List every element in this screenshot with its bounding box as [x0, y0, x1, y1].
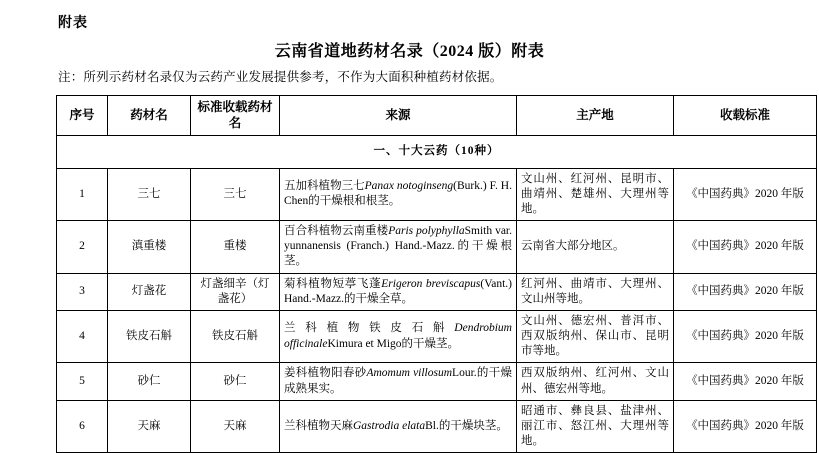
cell-index: 1: [57, 168, 108, 221]
table-row: [57, 168, 817, 221]
source-suffix: (Burk.) F. H. Chen的干燥根和根茎。: [284, 180, 512, 207]
column-header-source: 来源: [280, 95, 517, 135]
cell-index: 5: [57, 363, 108, 400]
source-prefix: 兰科植物铁皮石斛: [284, 322, 454, 334]
table-row: [57, 273, 817, 310]
cell-standard-name: 天麻: [191, 400, 280, 453]
cell-origin: 文山州、德宏州、普洱市、西双版纳州、保山市、昆明市等地。: [517, 310, 674, 363]
table-section-row: [57, 135, 817, 168]
cell-standard-name: 铁皮石斛: [191, 310, 280, 363]
cell-standard-name: 灯盏细辛（灯盏花）: [191, 273, 280, 310]
cell-index: 6: [57, 400, 108, 453]
cell-herb-name: 滇重楼: [108, 221, 191, 274]
cell-standard-name: 重楼: [191, 221, 280, 274]
source-latin-name: Panax notoginseng: [365, 180, 454, 192]
table-header: [57, 95, 817, 135]
document-label: 附表: [58, 12, 763, 32]
cell-source: [280, 168, 517, 221]
table-row: [57, 310, 817, 363]
source-latin-name: Gastrodia elata: [353, 420, 425, 432]
column-header-herb-name: 药材名: [108, 95, 191, 135]
source-suffix: Smith var. yunnanensis (Franch.) Hand.-Mazz.的干燥根茎。: [284, 225, 512, 267]
cell-index: 4: [57, 310, 108, 363]
section-title: 一、十大云药（10种）: [57, 135, 817, 168]
cell-herb-name: 天麻: [108, 400, 191, 453]
cell-reference: 《中国药典》2020 年版: [674, 221, 817, 274]
table-row: [57, 221, 817, 274]
source-suffix: Kimura et Migo的干燥茎。: [327, 338, 459, 350]
cell-reference: 《中国药典》2020 年版: [674, 168, 817, 221]
source-prefix: 五加科植物三七: [284, 180, 365, 192]
cell-reference: 《中国药典》2020 年版: [674, 273, 817, 310]
cell-reference: 《中国药典》2020 年版: [674, 400, 817, 453]
table-header-row: [57, 95, 817, 135]
source-prefix: 菊科植物短葶飞蓬: [284, 278, 381, 290]
table-row: [57, 363, 817, 400]
cell-herb-name: 三七: [108, 168, 191, 221]
cell-origin: 红河州、曲靖市、大理州、文山州等地。: [517, 273, 674, 310]
source-latin-name: Amomum villosum: [366, 367, 452, 379]
source-latin-name: Dendrobium officinale: [284, 322, 512, 349]
cell-standard-name: 三七: [191, 168, 280, 221]
column-header-origin: 主产地: [517, 95, 674, 135]
cell-source: [280, 273, 517, 310]
cell-origin: 西双版纳州、红河州、文山州、德宏州等地。: [517, 363, 674, 400]
cell-standard-name: 砂仁: [191, 363, 280, 400]
cell-source: [280, 363, 517, 400]
herb-catalog-table: [56, 95, 817, 453]
source-suffix: Lour.的干燥成熟果实。: [284, 367, 512, 394]
cell-herb-name: 灯盏花: [108, 273, 191, 310]
source-suffix: Bl.的干燥块茎。: [425, 420, 508, 432]
cell-origin: 文山州、红河州、昆明市、曲靖州、楚雄州、大理州等地。: [517, 168, 674, 221]
cell-herb-name: 铁皮石斛: [108, 310, 191, 363]
cell-origin: 云南省大部分地区。: [517, 221, 674, 274]
table-row: [57, 400, 817, 453]
page-title: 云南省道地药材名录（2024 版）附表: [56, 38, 763, 61]
source-prefix: 兰科植物天麻: [284, 420, 353, 432]
source-suffix: (Vant.) Hand.-Mazz.的干燥全草。: [284, 278, 512, 305]
cell-origin: 昭通市、彝良县、盐津州、丽江市、怒江州、大理州等地。: [517, 400, 674, 453]
cell-reference: 《中国药典》2020 年版: [674, 363, 817, 400]
source-latin-name: Erigeron breviscapus: [381, 278, 480, 290]
column-header-standard-name: 标准收载药材名: [191, 95, 280, 135]
source-prefix: 姜科植物阳春砂: [284, 367, 366, 379]
table-body: [57, 135, 817, 453]
cell-source: [280, 310, 517, 363]
cell-source: [280, 221, 517, 274]
cell-source: [280, 400, 517, 453]
column-header-index: 序号: [57, 95, 108, 135]
cell-herb-name: 砂仁: [108, 363, 191, 400]
cell-index: 2: [57, 221, 108, 274]
column-header-reference: 收载标准: [674, 95, 817, 135]
cell-reference: 《中国药典》2020 年版: [674, 310, 817, 363]
cell-index: 3: [57, 273, 108, 310]
source-prefix: 百合科植物云南重楼: [284, 225, 388, 237]
document-note: 注：所列示药材名录仅为云药产业发展提供参考，不作为大面积种植药材依据。: [58, 69, 763, 87]
source-latin-name: Paris polyphylla: [388, 225, 464, 237]
